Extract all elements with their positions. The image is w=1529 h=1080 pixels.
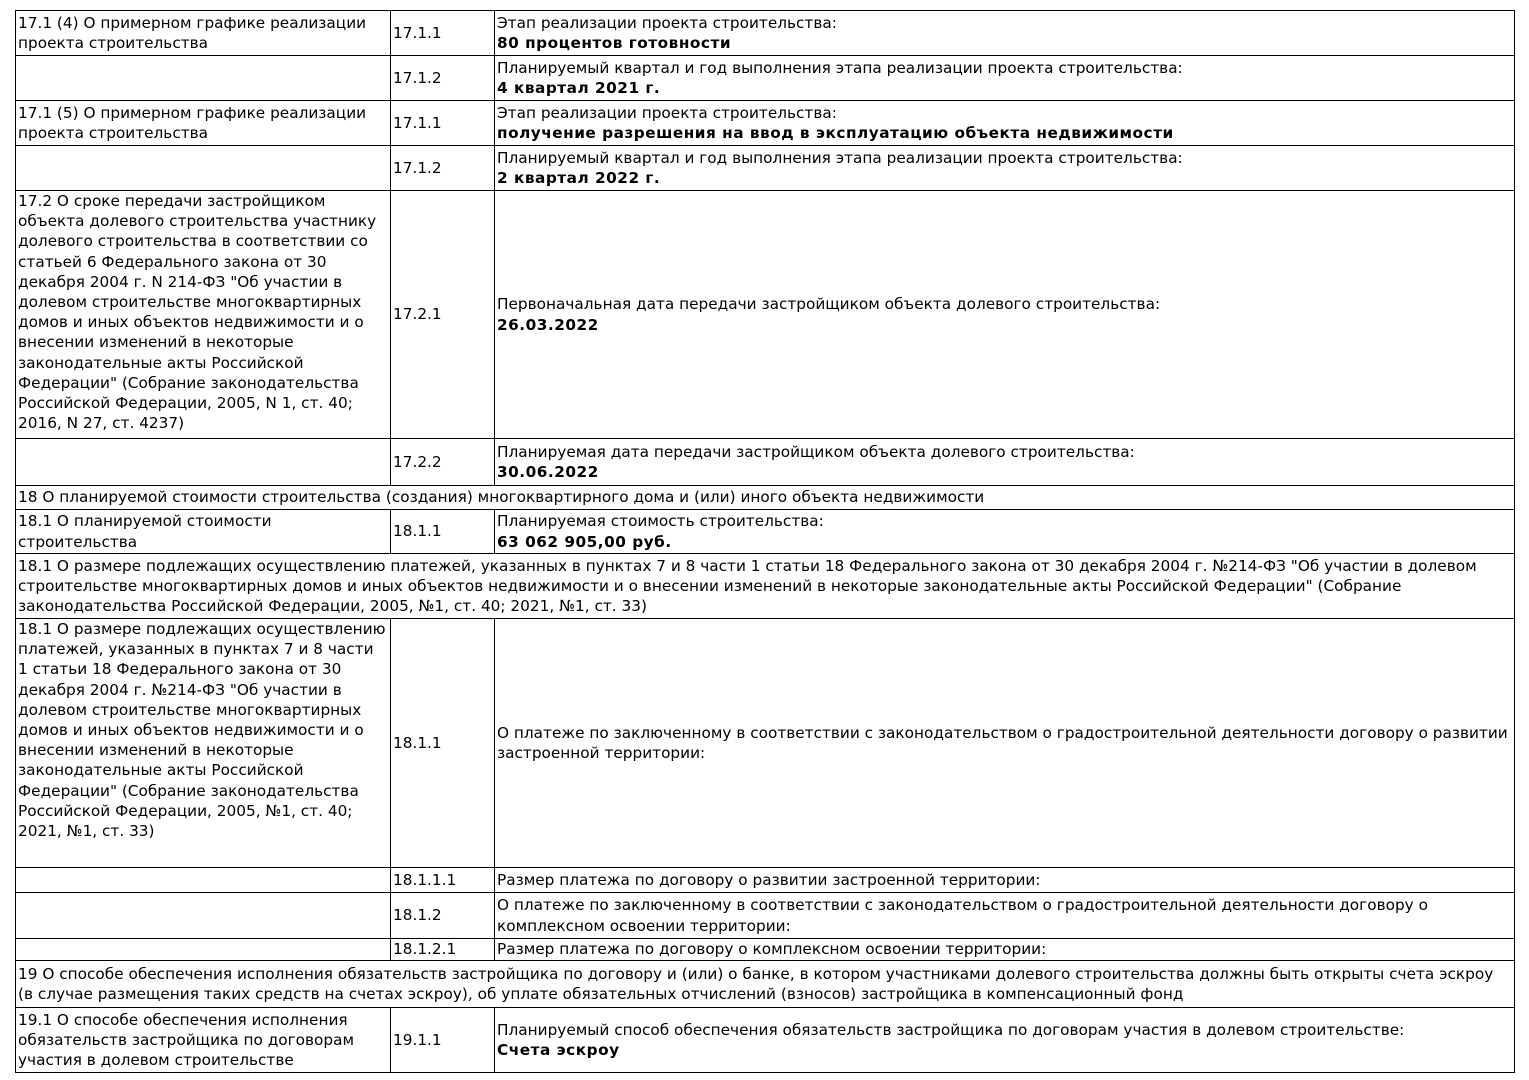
code-cell: 18.1.1.1: [391, 868, 495, 893]
field-label: Планируемый квартал и год выполнения этапа реализации проекта строительства:: [497, 58, 1183, 77]
content-cell: [495, 1008, 1515, 1073]
content-cell: [495, 868, 1515, 893]
code-cell: 18.1.2: [391, 893, 495, 939]
field-value: 2 квартал 2022 г.: [497, 169, 661, 187]
content-cell: [495, 893, 1515, 939]
table-row: [16, 191, 1515, 439]
code-cell: 18.1.1: [391, 510, 495, 554]
code-cell: 17.2.1: [391, 191, 495, 439]
field-label: О платеже по заключенному в соответствии с законодательством о градостроительной деятельности договору о развитии застроенной территории:: [497, 723, 1508, 762]
section-cell: 18.1 О планируемой стоимости строительства: [16, 510, 391, 554]
section-cell: 17.1 (5) О примерном графике реализации проекта строительства: [16, 101, 391, 146]
field-label: Размер платежа по договору о комплексном освоении территории:: [497, 940, 1047, 959]
table-row: [16, 146, 1515, 191]
code-cell: 19.1.1: [391, 1008, 495, 1073]
section-cell: [16, 56, 391, 101]
field-label: О платеже по заключенному в соответствии с законодательством о градостроительной деятельности договору о комплексном освоении территории:: [497, 896, 1428, 935]
section-header: 19 О способе обеспечения исполнения обязательств застройщика по договору и (или) о банке, в котором участниками долевого строительства должны быть открыты счета эскроу (в случае размещения таких средств на счетах эскроу), об уплате обязательных отчислений (взносов) застройщика в компенсационный фонд: [16, 961, 1515, 1008]
table-row: [16, 101, 1515, 146]
content-cell: [495, 939, 1515, 961]
code-cell: 17.1.1: [391, 11, 495, 56]
field-value: Счета эскроу: [497, 1041, 620, 1059]
section-header-row: [16, 961, 1515, 1008]
section-cell: 18.1 О размере подлежащих осуществлению платежей, указанных в пунктах 7 и 8 части 1 статьи 18 Федерального закона от 30 декабря 2004 г. №214-ФЗ "Об участии в долевом строительстве многоквартирных домов и иных объектов недвижимости и о внесении изменений в некоторые законодательные акты Российской Федерации" (Собрание законодательства Российской Федерации, 2005, №1, ст. 40; 2021, №1, ст. 33): [16, 619, 391, 868]
code-cell: 17.1.2: [391, 146, 495, 191]
table-row: [16, 939, 1515, 961]
content-cell: [495, 510, 1515, 554]
field-value: 63 062 905,00 руб.: [497, 532, 672, 551]
table-row: [16, 1008, 1515, 1073]
field-label: Планируемая стоимость строительства:: [497, 512, 824, 531]
content-cell: [495, 11, 1515, 56]
field-label: Первоначальная дата передачи застройщиком объекта долевого строительства:: [497, 295, 1161, 314]
table-row: [16, 11, 1515, 56]
table-row: [16, 619, 1515, 868]
field-label: Планируемый квартал и год выполнения этапа реализации проекта строительства:: [497, 148, 1183, 167]
field-value: 4 квартал 2021 г.: [497, 79, 661, 97]
code-cell: 17.1.2: [391, 56, 495, 101]
section-cell: 17.1 (4) О примерном графике реализации проекта строительства: [16, 11, 391, 56]
section-cell: [16, 939, 391, 961]
code-cell: 18.1.2.1: [391, 939, 495, 961]
section-cell: [16, 868, 391, 893]
section-cell: 17.2 О сроке передачи застройщиком объекта долевого строительства участнику долевого строительства в соответствии со статьей 6 Федерального закона от 30 декабря 2004 г. N 214-ФЗ "Об участии в долевом строительстве многоквартирных домов и иных объектов недвижимости и о внесении изменений в некоторые законодательные акты Российской Федерации" (Собрание законодательства Российской Федерации, 2005, N 1, ст. 40; 2016, N 27, ст. 4237): [16, 191, 391, 439]
field-value: получение разрешения на ввод в эксплуатацию объекта недвижимости: [497, 124, 1174, 142]
section-cell: [16, 893, 391, 939]
content-cell: [495, 56, 1515, 101]
code-cell: 17.2.2: [391, 439, 495, 486]
field-label: Этап реализации проекта строительства:: [497, 13, 837, 32]
section-header: 18 О планируемой стоимости строительства (создания) многоквартирного дома и (или) иного объекта недвижимости: [16, 486, 1515, 510]
field-value: 26.03.2022: [497, 315, 599, 334]
field-label: Планируемая дата передачи застройщиком объекта долевого строительства:: [497, 442, 1135, 461]
content-cell: [495, 146, 1515, 191]
section-cell: 19.1 О способе обеспечения исполнения обязательств застройщика по договорам участия в долевом строительстве: [16, 1008, 391, 1073]
code-cell: 18.1.1: [391, 619, 495, 868]
field-label: Планируемый способ обеспечения обязательств застройщика по договорам участия в долевом строительстве:: [497, 1020, 1405, 1039]
table-row: [16, 510, 1515, 554]
field-value: 30.06.2022: [497, 463, 599, 481]
table-row: [16, 56, 1515, 101]
content-cell: [495, 101, 1515, 146]
section-cell: [16, 439, 391, 486]
field-value: 80 процентов готовности: [497, 34, 732, 52]
declaration-table: [15, 10, 1515, 1073]
code-cell: 17.1.1: [391, 101, 495, 146]
section-header-row: [16, 554, 1515, 619]
content-cell: [495, 439, 1515, 486]
content-cell: [495, 619, 1515, 868]
section-header-row: [16, 486, 1515, 510]
section-cell: [16, 146, 391, 191]
section-header: 18.1 О размере подлежащих осуществлению платежей, указанных в пунктах 7 и 8 части 1 статьи 18 Федерального закона от 30 декабря 2004 г. №214-ФЗ "Об участии в долевом строительстве многоквартирных домов и иных объектов недвижимости и о внесении изменений в некоторые законодательные акты Российской Федерации" (Собрание законодательства Российской Федерации, 2005, №1, ст. 40; 2021, №1, ст. 33): [16, 554, 1515, 619]
content-cell: [495, 191, 1515, 439]
field-label: Этап реализации проекта строительства:: [497, 103, 837, 122]
table-row: [16, 439, 1515, 486]
table-row: [16, 893, 1515, 939]
field-label: Размер платежа по договору о развитии застроенной территории:: [497, 870, 1041, 889]
table-row: [16, 868, 1515, 893]
